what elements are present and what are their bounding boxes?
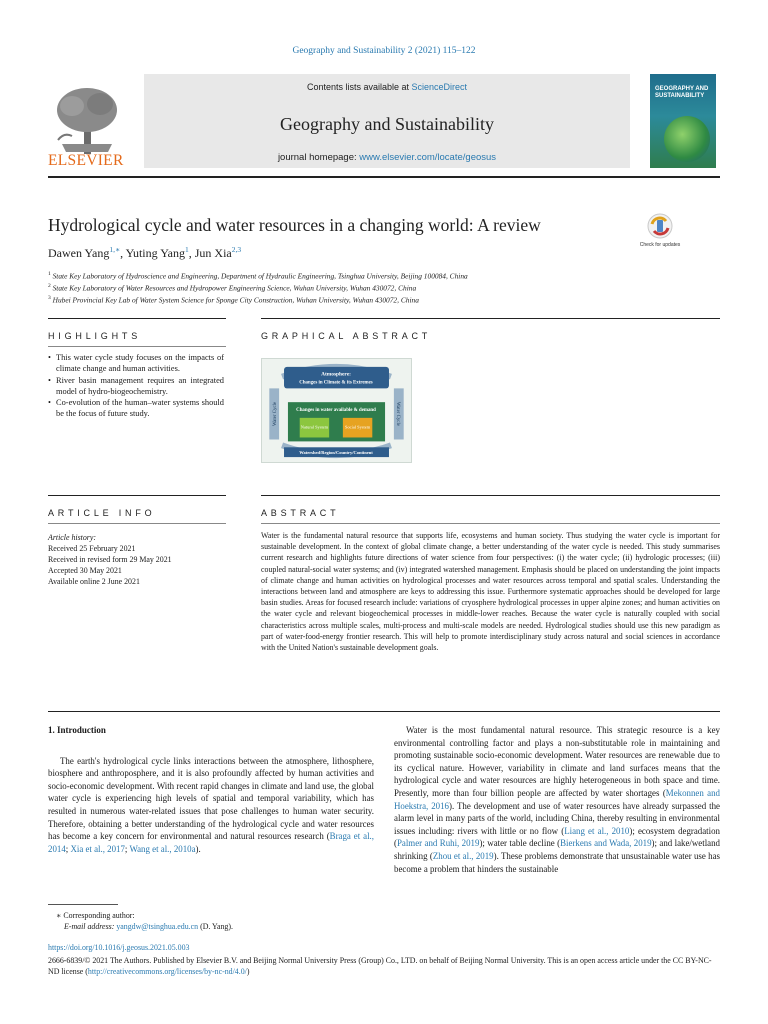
body-column-left [48,724,374,855]
ga-center-label: Changes in water available & demand [296,407,376,413]
doi-link[interactable]: https://doi.org/10.1016/j.geosus.2021.05.003 [48,943,190,952]
journal-title: Geography and Sustainability [280,114,494,134]
copyright-close: ) [246,967,250,976]
ga-bottom-label: Watershed/Region/Country/Continent [299,450,373,456]
header-rule [48,176,720,178]
intro-p2-text: ); and lake/wetland shrinking ( [394,838,720,861]
affiliation-text: State Key Laboratory of Hydroscience and Engineering, Department of Hydraulic Engineering, Tsinghua University, Beijing 100084, China [52,271,468,281]
ga-natural-system: Natural System [300,424,329,430]
article-title: Hydrological cycle and water resources in a changing world: A review [48,215,541,235]
article-info-heading: ARTICLE INFO [48,508,156,518]
citation-link[interactable]: Wang et al., 2010a [129,843,196,854]
history-entry: Received in revised form 29 May 2021 [48,555,172,564]
article-history [48,532,228,587]
intro-paragraph-2 [394,724,720,875]
graphical-abstract-figure[interactable] [261,358,412,463]
graphical-abstract-rule [261,318,720,319]
highlights-list [48,352,224,420]
citation-link[interactable]: Mekonnen and Hoekstra, 2016 [394,787,720,811]
affiliation-2 [48,283,416,292]
history-label: Article history: [48,533,96,542]
highlight-item: • River basin management requires an integrated model of hydro-biogeochemistry. [48,375,224,398]
citation-link[interactable]: Palmer and Ruhi, 2019 [396,838,480,849]
body-column-right [394,724,720,875]
author-affiliation-mark[interactable]: 1 [185,245,189,254]
contents-prefix: Contents lists available at [306,82,412,92]
affiliation-number: 2 [48,283,51,289]
author-name[interactable]: Yuting Yang [125,246,185,260]
abstract-subrule [261,523,720,524]
globe-image [664,116,710,162]
article-info-rule [48,495,226,496]
affiliation-number: 1 [48,271,51,277]
intro-paragraph-1 [48,755,374,856]
email-link[interactable]: yangdw@tsinghua.edu.cn [116,922,199,931]
author-affiliation-mark[interactable]: 1,∗ [109,245,121,254]
cover-title: GEOGRAPHY AND SUSTAINABILITY [655,86,709,99]
history-entry: Available online 2 June 2021 [48,577,140,586]
citation-close: ). [195,843,201,854]
citation-link[interactable]: Liang et al., 2010 [564,825,630,836]
check-updates-label: Check for updates [639,242,681,248]
body-rule [48,711,720,712]
sciencedirect-link[interactable]: ScienceDirect [411,82,468,92]
affiliation-3 [48,295,419,304]
author-name[interactable]: Jun Xia [194,246,232,260]
affiliation-text: Hubei Provincial Key Lab of Water System Science for Sponge City Construction, Wuhan University, Wuhan 430072, China [52,295,419,305]
citation-link[interactable]: Zhou et al., 2019 [432,850,494,861]
author-list [48,245,241,261]
homepage-line [144,152,630,163]
citation-link[interactable]: Braga et al., 2014 [48,831,374,854]
abstract-body: Water is the fundamental natural resource that supports life, ecosystems and human society. Thus studying the water cycle is important for sustainable development. In the context of global climate change, a better understanding of the water cycle is needed. This study summarises current research and highlights future directions of water science from four perspectives: (i) the water cycle; (ii) hydrologic processes; (iii) coupled natural-social water systems; and (iv) integrated watershed management. Emphasis should be placed on understanding the joint impacts of climate change and human activities on hydrological processes and water resources across temporal and spatial scales. Understanding the interactions between land and atmosphere are keys to addressing this issue. Furthermore systematic approaches should be developed for large basin studies. Areas for focused research include: variations of cryosphere hydrological processes in upper alpine zones; and human activities on the water cycle and relevant biogeochemical processes in middle-lower reaches. Because the water cycle is naturally coupled with social characteristics across multiple scales, multi-process and multi-scale models are needed. Hydrological studies should use this new paradigm as part of water-food-energy frontier research. This will help to promote interdisciplinary study across natural and social sciences in accordance with the United Nation's sustainable development goals. [261,531,720,653]
contents-line [144,82,630,92]
author-separator: , [188,246,195,260]
author-affiliation-mark[interactable]: 2,3 [231,245,242,254]
affiliation-1 [48,271,468,280]
graphical-abstract-heading: GRAPHICAL ABSTRACT [261,331,432,341]
highlights-subrule [48,346,226,347]
author-separator: , [120,246,126,260]
license-link[interactable]: http://creativecommons.org/licenses/by-nc-nd/4.0/ [87,967,247,976]
email-label: E-mail address: [64,922,117,931]
citation-link[interactable]: Bierkens and Wada, 2019 [560,838,652,849]
intro-p2-text: ); ecosystem degradation ( [394,825,720,849]
intro-p1-text: The earth's hydrological cycle links interactions between the atmosphere, lithosphere, biosphere and anthroposphere, and it is also profoundly affected by human activities and socio-economic development. With recent rapid changes in climate and land use, the global water cycle is experiencing high levels of spatial and temporal variability, which has resulted in numerous water-related issues that pose challenges to human water security. Therefore, obtaining a better understanding of the hydrological cycle and water resources has become a key concern for environmental and natural resources research ( [48,755,374,842]
intro-p2-text: ). These problems demonstrate that unsustainable water use has become a problem that hinders the sustainable [394,850,721,874]
citation-link[interactable]: Xia et al., 2017 [70,843,125,854]
affiliation-number: 3 [48,295,51,301]
highlights-rule [48,318,226,319]
highlights-heading: HIGHLIGHTS [48,331,142,341]
ga-atmosphere-sub: Changes in Climate & its Extremes [299,380,373,386]
intro-p2-text: Water is the most fundamental natural resource. This strategic resource is a key environmental controlling factor and plays a non-substitutable role in maintaining and promoting sustainable socio-economic development. Water resources are renewable due to its cyclical nature. However, variability in climate and land surfaces means that the hydrological cycle and water resources are highly heterogeneous in both space and time. Presently, more than four billion people are affected by water shortages ( [394,725,720,798]
abstract-heading: ABSTRACT [261,508,340,518]
author-name[interactable]: Dawen Yang [48,246,110,260]
email-suffix: (D. Yang). [198,922,233,931]
footnote-mark: ∗ [56,911,62,920]
highlight-item: • This water cycle study focuses on the impacts of climate change and human activities. [48,352,224,375]
citation-separator: ; [124,843,130,854]
journal-header-box [144,74,630,168]
copyright-notice [48,955,720,977]
journal-cover-thumbnail[interactable] [650,74,716,168]
affiliation-text: State Key Laboratory of Water Resources and Hydropower Engineering Science, Wuhan University, Wuhan 430072, China [52,283,417,293]
citation-separator: ; [65,843,71,854]
footnote-rule [48,904,118,905]
abstract-rule [261,495,720,496]
journal-reference[interactable]: Geography and Sustainability 2 (2021) 115–122 [292,46,476,56]
publisher-wordmark: ELSEVIER [48,152,124,169]
introduction-heading: 1. Introduction [48,725,106,735]
corresponding-author-label: Corresponding author: [63,911,135,920]
journal-homepage-link[interactable]: www.elsevier.com/locate/geosus [359,152,497,163]
homepage-prefix: journal homepage: [277,152,360,163]
intro-p2-text: ). The development and use of water resources have already surpassed the alarm level in many parts of the world, including China, thereby resulting in environmental issues including: rivers with little or no flow ( [394,800,720,836]
ga-left-arrow-label: Water Cycle [273,401,279,427]
check-for-updates-badge[interactable] [639,212,681,256]
ga-social-system: Social System [345,424,371,430]
intro-p2-text: ); water table decline ( [479,838,561,849]
corresponding-author-footnote [56,910,356,932]
journal-masthead [48,74,720,174]
ga-atmosphere-label: Atmosphere: [321,371,351,378]
copyright-text: 2666-6839/© 2021 The Authors. Published by Elsevier B.V. and Beijing Normal University Press (Group) Co., LTD. on behalf of Beijing Normal University. This is an open access article under the CC BY-NC-ND license ( [48,956,712,976]
history-entry: Accepted 30 May 2021 [48,566,122,575]
highlight-item: • Co-evolution of the human–water systems should be the focus of future study. [48,397,224,420]
ga-right-arrow-label: Water Cycle [394,401,400,427]
history-entry: Received 25 February 2021 [48,544,136,553]
article-info-subrule [48,523,226,524]
